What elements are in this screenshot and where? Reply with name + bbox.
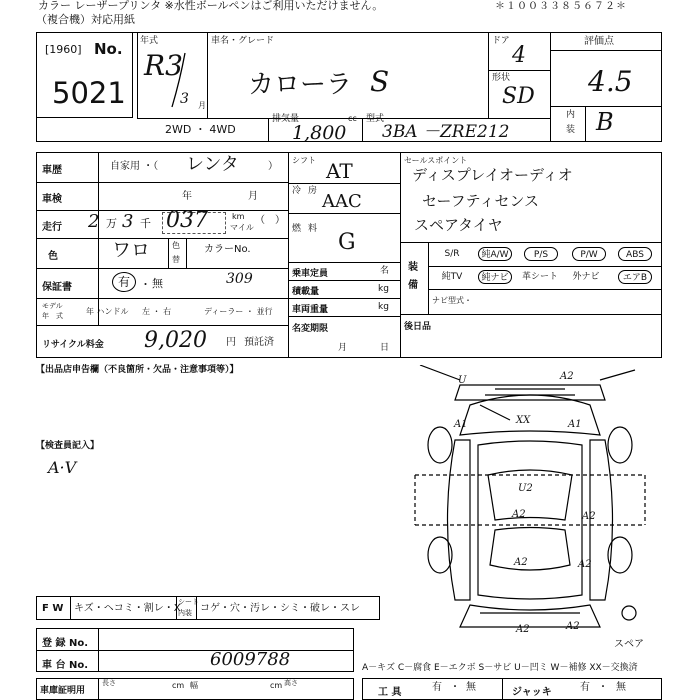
color-no-label: カラーNo.	[204, 244, 251, 255]
load-unit: kg	[378, 284, 389, 294]
car-damage-diagram	[400, 365, 662, 645]
inspection-month-unit: 月	[248, 191, 258, 202]
equip-pw-circled: P/W	[572, 247, 606, 261]
tools-no: 無	[466, 682, 476, 693]
equip-aw-circled: 純A/W	[478, 247, 512, 261]
history-value: レンタ	[186, 154, 239, 175]
tools-dot: ・	[450, 682, 460, 693]
interior-label-bottom: 装	[566, 125, 576, 135]
interior-value: B	[596, 108, 614, 136]
car-name-label: 車名・グレード	[211, 36, 275, 46]
warranty-dot: ・	[140, 278, 151, 291]
diagram-mark-a2-rear-right: A2	[578, 559, 592, 570]
fuel-label-a: 燃	[292, 224, 302, 234]
model-month-value: 3	[180, 91, 189, 107]
header-line2: （複合機）対応用紙	[36, 13, 135, 26]
mileage-label: 走行	[42, 222, 62, 233]
fw-label: F W	[42, 603, 64, 614]
displacement-value: 1,800	[292, 122, 347, 144]
tools-yes: 有	[432, 682, 442, 693]
equip-navi-circled: 純ナビ	[478, 270, 512, 284]
diagram-mark-a1-left: A1	[454, 419, 468, 430]
recycle-deposit: 預託済	[244, 337, 274, 348]
car-grade-value: S	[370, 65, 390, 98]
cert-width: 幅	[190, 681, 198, 690]
aircon-value: AAC	[322, 191, 362, 212]
inspection-year-unit: 年	[182, 191, 192, 202]
weight-unit: kg	[378, 302, 389, 312]
weight-label: 車両重量	[292, 305, 329, 315]
model-month-unit: 月	[198, 101, 206, 110]
jack-label: ジャッキ	[512, 687, 552, 698]
interior-label-top: 内	[566, 110, 576, 120]
header-line1: カラー レーザープリンタ ※水性ボールペンはご利用いただけません。	[38, 0, 384, 12]
certificate-label: 車庫証明用	[40, 686, 86, 696]
model-spec-handle: 年 ハンドル	[86, 307, 129, 316]
spare-label: スペア	[614, 639, 644, 650]
sales-point-2: セーフティセンス	[422, 192, 540, 210]
diagram-mark-a2-bottom-left: A2	[516, 624, 530, 635]
warranty-no: 無	[152, 277, 163, 290]
aircon-label-b: 房	[308, 186, 318, 196]
score-value: 4.5	[588, 65, 633, 98]
slash-mark	[150, 50, 210, 110]
store-notes-label: 【出品店申告欄（不良箇所・欠品・注意事項等）】	[36, 365, 239, 375]
model-spec-lr: 左 ・ 右	[142, 307, 172, 316]
model-year-value: R3	[144, 49, 183, 82]
name-change-unit: 月	[338, 343, 348, 353]
recycle-value: 9,020	[144, 328, 207, 353]
chassis-label: 車 台 No.	[42, 660, 89, 671]
inspector-value: A·V	[48, 458, 77, 477]
inspection-label: 車検	[42, 194, 62, 205]
equip-abs-circled: ABS	[618, 247, 652, 261]
displacement-label: 排気量	[272, 114, 300, 124]
model-year-label: 年式	[140, 36, 159, 46]
jack-no: 無	[616, 682, 626, 693]
warranty-yes-circle: 有	[112, 272, 136, 292]
navi-model-label: ナビ型式・	[432, 296, 472, 305]
inspector-label: 【検査員記入】	[36, 441, 100, 451]
history-label: 車歴	[42, 165, 62, 176]
header-serial: ＊１００３３８５６７２＊	[495, 1, 627, 12]
shift-value: AT	[326, 159, 353, 183]
chassis-value: 6009788	[210, 649, 291, 670]
shape-value: SD	[502, 84, 535, 109]
diagram-mark-a2-center: A2	[512, 509, 526, 520]
tools-label: 工 具	[378, 687, 402, 698]
door-value: 4	[512, 43, 526, 68]
car-name-value: カローラ	[248, 70, 353, 100]
equipment-label-a: 装	[408, 262, 418, 273]
equip-tv: 純TV	[441, 272, 463, 282]
diagram-mark-a2-mid: A2	[514, 557, 528, 568]
cert-height: 高さ	[284, 679, 298, 687]
fw-seat-b: 内装	[178, 609, 192, 617]
history-close: ）	[268, 161, 278, 172]
shift-label: シフト	[292, 156, 316, 165]
diagram-mark-xx: XX	[516, 415, 531, 426]
score-label: 評価点	[584, 36, 614, 47]
diagram-mark-a2-top: A2	[560, 371, 574, 382]
recycle-label: リサイクル料金	[42, 340, 104, 350]
model-code-label: 型式	[366, 114, 385, 124]
recycle-unit: 円	[226, 337, 236, 348]
jack-dot: ・	[598, 682, 608, 693]
sales-point-1: ディスプレイオーディオ	[412, 166, 573, 184]
color-change-a: 色	[172, 241, 180, 250]
capacity-unit: 名	[380, 266, 390, 276]
cert-len: 長さ	[102, 679, 116, 687]
load-label: 積載量	[292, 287, 320, 297]
drive-label: 2WD ・ 4WD	[165, 123, 236, 136]
jack-yes: 有	[580, 682, 590, 693]
fw-items2: コゲ・穴・汚レ・シミ・破レ・スレ	[200, 603, 360, 614]
model-spec-label-b: 年 式	[42, 312, 63, 320]
mileage-unit-mile: マイル	[230, 223, 254, 232]
warranty-label: 保証書	[42, 282, 72, 293]
diagram-mark-u-top: U	[458, 375, 467, 386]
equip-ext-navi: 外ナビ	[572, 272, 600, 282]
equip-leather: 革シート	[521, 272, 558, 282]
lot-year-box: [1960]	[45, 43, 82, 56]
mileage-rest: 037	[166, 208, 208, 233]
shape-label: 形状	[492, 73, 511, 83]
color-no-value: 309	[226, 271, 253, 287]
aircon-label-a: 冷	[292, 186, 302, 196]
cert-width-cm: cm	[270, 681, 283, 690]
diagram-mark-a1-right: A1	[568, 419, 582, 430]
legend-text: A－キズ C－腐食 E－エクボ S－サビ U－凹ミ W－補修 XX－交換済	[362, 663, 638, 673]
color-label: 色	[48, 251, 58, 262]
name-change-label: 名変期限	[292, 324, 329, 334]
equipment-label-b: 備	[408, 280, 418, 291]
registration-label: 登 録 No.	[42, 638, 89, 649]
fuel-value: G	[338, 230, 356, 255]
equip-airbag-circled: エアB	[618, 270, 652, 284]
mileage-unit-km: km	[232, 212, 245, 221]
fw-seat-a: シート	[178, 598, 199, 606]
history-options: 自家用 ・（	[110, 161, 159, 172]
cert-len-cm: cm	[172, 681, 185, 690]
mileage-man-unit: 万	[106, 217, 117, 230]
name-change-day: 日	[380, 343, 390, 353]
mileage-sen-unit: 千	[140, 217, 151, 230]
door-label: ドア	[492, 36, 510, 46]
color-value: ワロ	[112, 239, 151, 261]
model-code-value: 3BA －ZRE212	[382, 122, 510, 142]
diagram-mark-a2-right: A2	[582, 511, 596, 522]
later-install-label: 後日品	[404, 322, 432, 332]
diagram-mark-u2: U2	[518, 483, 533, 494]
lot-number: 5021	[52, 76, 126, 110]
mileage-man: 2	[88, 211, 100, 232]
mileage-sen: 3	[122, 211, 134, 232]
diagram-mark-a2-bottom-right: A2	[566, 621, 580, 632]
displacement-unit: cc	[348, 114, 357, 123]
model-spec-dealer: ディーラー ・ 並行	[204, 307, 273, 316]
lot-no-label: No.	[94, 40, 123, 58]
sales-point-3: スペアタイヤ	[414, 216, 503, 234]
mileage-paren: （ ）	[255, 215, 285, 226]
model-spec-label-a: モデル	[42, 302, 63, 310]
sales-points-label: セールスポイント	[404, 156, 468, 165]
capacity-label: 乗車定員	[292, 269, 329, 279]
equip-sr: S/R	[444, 249, 460, 259]
equip-ps-circled: P/S	[524, 247, 558, 261]
fw-items: キズ・ヘコミ・割レ・X	[74, 603, 181, 614]
fuel-label-b: 料	[308, 224, 318, 234]
color-change-b: 替	[172, 255, 180, 264]
